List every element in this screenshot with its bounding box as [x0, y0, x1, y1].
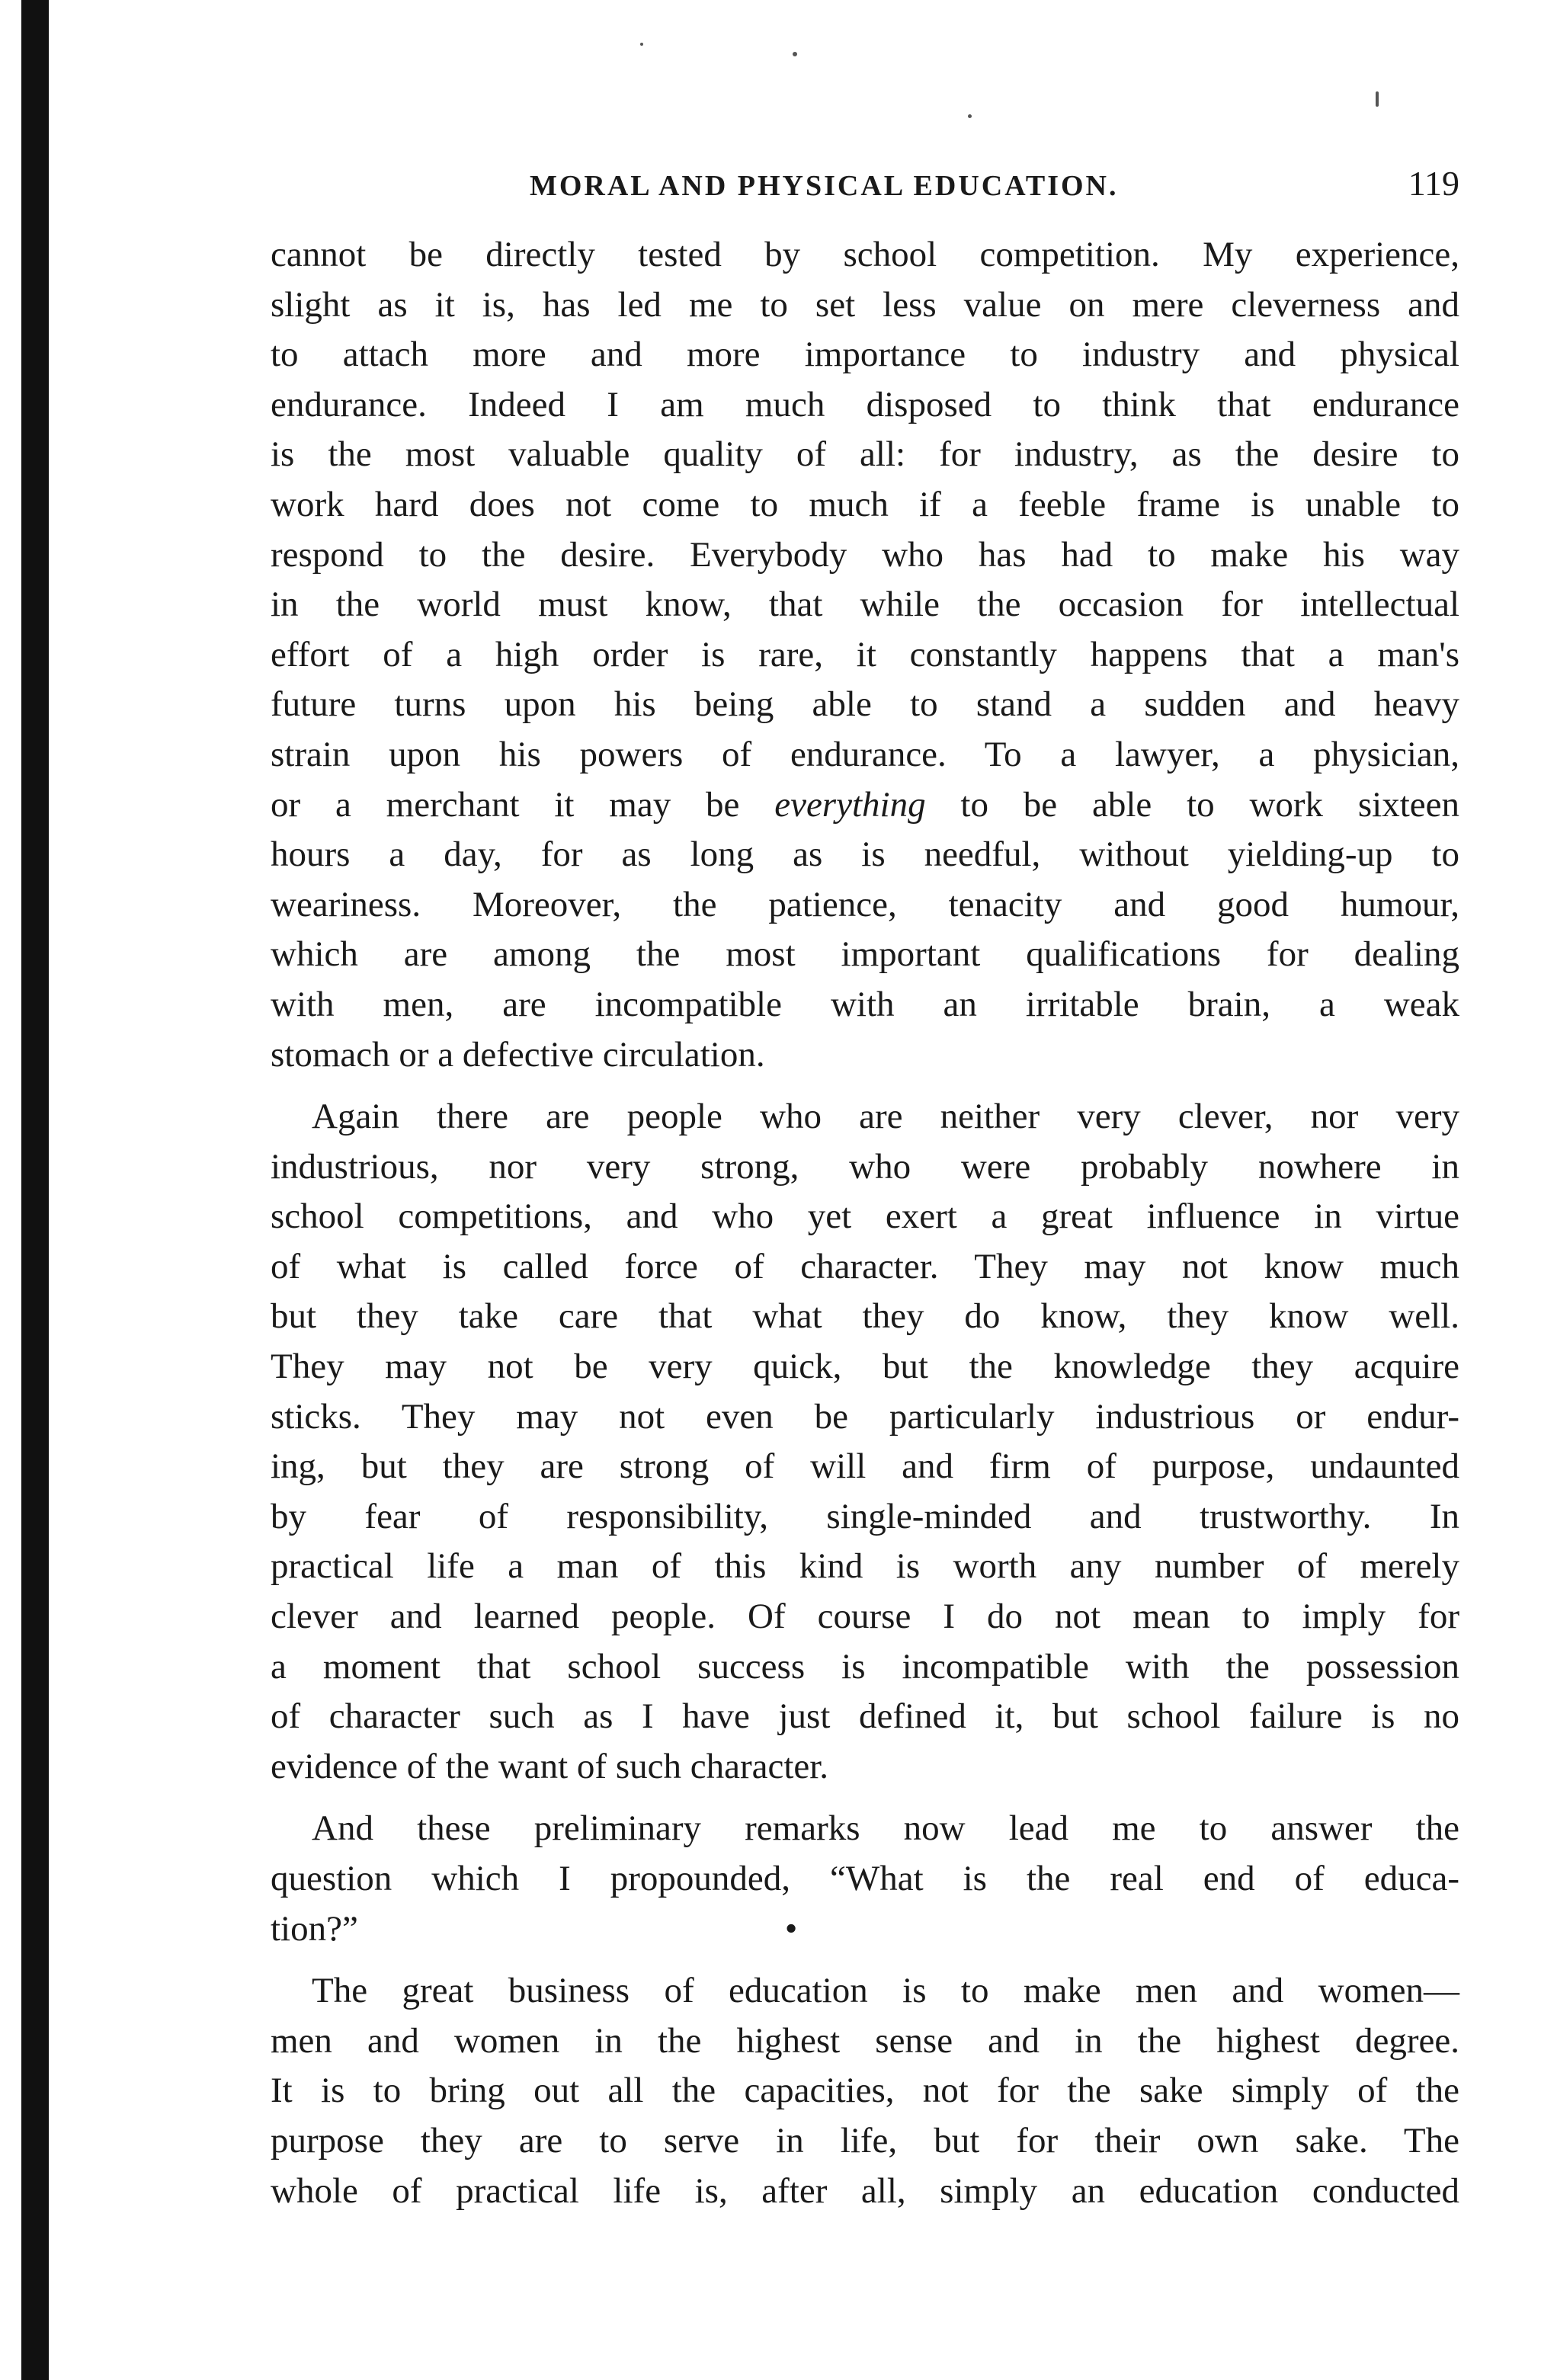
- paragraph-1: [271, 230, 1459, 1080]
- text-segment: tion?”: [271, 1908, 358, 1949]
- ink-speck: [968, 114, 972, 118]
- running-head: [271, 164, 1459, 215]
- text-line: The great business of education is to make men and women—: [312, 1971, 1459, 2011]
- text-line: whole of practical life is, after all, simply an education conducted: [271, 2170, 1459, 2211]
- text-line: in the world must know, that while the occasion for intellectual: [271, 585, 1459, 625]
- text-line: by fear of responsibility, single-minded and trustworthy. In: [271, 1496, 1459, 1536]
- text-segment: or a merchant it may be: [271, 784, 775, 825]
- paragraph-4: [271, 1966, 1459, 2216]
- text-line: strain upon his powers of endurance. To a lawyer, a physician,: [271, 734, 1459, 774]
- text-line: which are among the most important qualifications for dealing: [271, 934, 1459, 975]
- text-line: of character such as I have just defined it, but school failure is no: [271, 1696, 1459, 1737]
- italic-word: everything: [774, 784, 926, 825]
- text-line: of what is called force of character. They may not know much: [271, 1246, 1459, 1286]
- text-line: endurance. Indeed I am much disposed to think that endurance: [271, 384, 1459, 424]
- text-line: evidence of the want of such character.: [271, 1746, 829, 1786]
- body-text: [271, 230, 1459, 2216]
- text-line: cannot be directly tested by school competition. My experience,: [271, 235, 1459, 274]
- text-line: slight as it is, has led me to set less value on mere cleverness and: [271, 284, 1459, 325]
- text-line: future turns upon his being able to stand a sudden and heavy: [271, 684, 1459, 725]
- text-line: Again there are people who are neither very clever, nor very: [312, 1097, 1459, 1137]
- text-line: a moment that school success is incompatible with the possession: [271, 1646, 1459, 1687]
- text-line: question which I propounded, “What is the real end of educa-: [271, 1859, 1459, 1898]
- paragraph-3: [271, 1804, 1459, 1954]
- paragraph-2: [271, 1092, 1459, 1792]
- text-line: effort of a high order is rare, it constantly happens that a man's: [271, 634, 1459, 674]
- text-line: sticks. They may not even be particularly industrious or endur-: [271, 1396, 1459, 1437]
- text-line-with-mark: [271, 1904, 1459, 1955]
- ink-speck: [1376, 91, 1379, 107]
- text-line-with-italic: [271, 780, 1459, 831]
- text-segment: to be able to work sixteen: [925, 784, 1460, 825]
- running-title: MORAL AND PHYSICAL EDUCATION.: [530, 170, 1119, 202]
- binding-edge: [21, 0, 49, 2380]
- page-number: 119: [1408, 164, 1459, 203]
- text-line: work hard does not come to much if a feeble frame is unable to: [271, 484, 1459, 524]
- ink-speck: [793, 52, 797, 56]
- text-line: hours a day, for as long as is needful, without yielding-up to: [271, 834, 1459, 875]
- text-line: is the most valuable quality of all: for industry, as the desire to: [271, 434, 1459, 475]
- text-line: practical life a man of this kind is worth any number of merely: [271, 1546, 1459, 1587]
- text-line: It is to bring out all the capacities, not for the sake simply of the: [271, 2071, 1459, 2111]
- text-line: They may not be very quick, but the knowledge they acquire: [271, 1347, 1459, 1387]
- text-line: school competitions, and who yet exert a great influence in virtue: [271, 1196, 1459, 1237]
- bullet-mark: •: [784, 1908, 798, 1949]
- text-line: And these preliminary remarks now lead me to answer the: [312, 1808, 1459, 1849]
- text-line: industrious, nor very strong, who were probably nowhere in: [271, 1146, 1459, 1187]
- text-line: respond to the desire. Everybody who has had to make his way: [271, 534, 1459, 575]
- text-line: men and women in the highest sense and in the highest degree.: [271, 2020, 1459, 2061]
- text-line: with men, are incompatible with an irritable brain, a weak: [271, 984, 1459, 1024]
- text-line: weariness. Moreover, the patience, tenacity and good humour,: [271, 884, 1459, 924]
- text-line: to attach more and more importance to industry and physical: [271, 335, 1459, 375]
- ink-speck: [640, 43, 643, 46]
- text-line: but they take care that what they do know, they know well.: [271, 1296, 1459, 1337]
- text-line: stomach or a defective circulation.: [271, 1034, 765, 1075]
- text-line: ing, but they are strong of will and firm of purpose, undaunted: [271, 1446, 1459, 1487]
- text-line: clever and learned people. Of course I do not mean to imply for: [271, 1597, 1459, 1637]
- text-line: purpose they are to serve in life, but for their own sake. The: [271, 2120, 1459, 2161]
